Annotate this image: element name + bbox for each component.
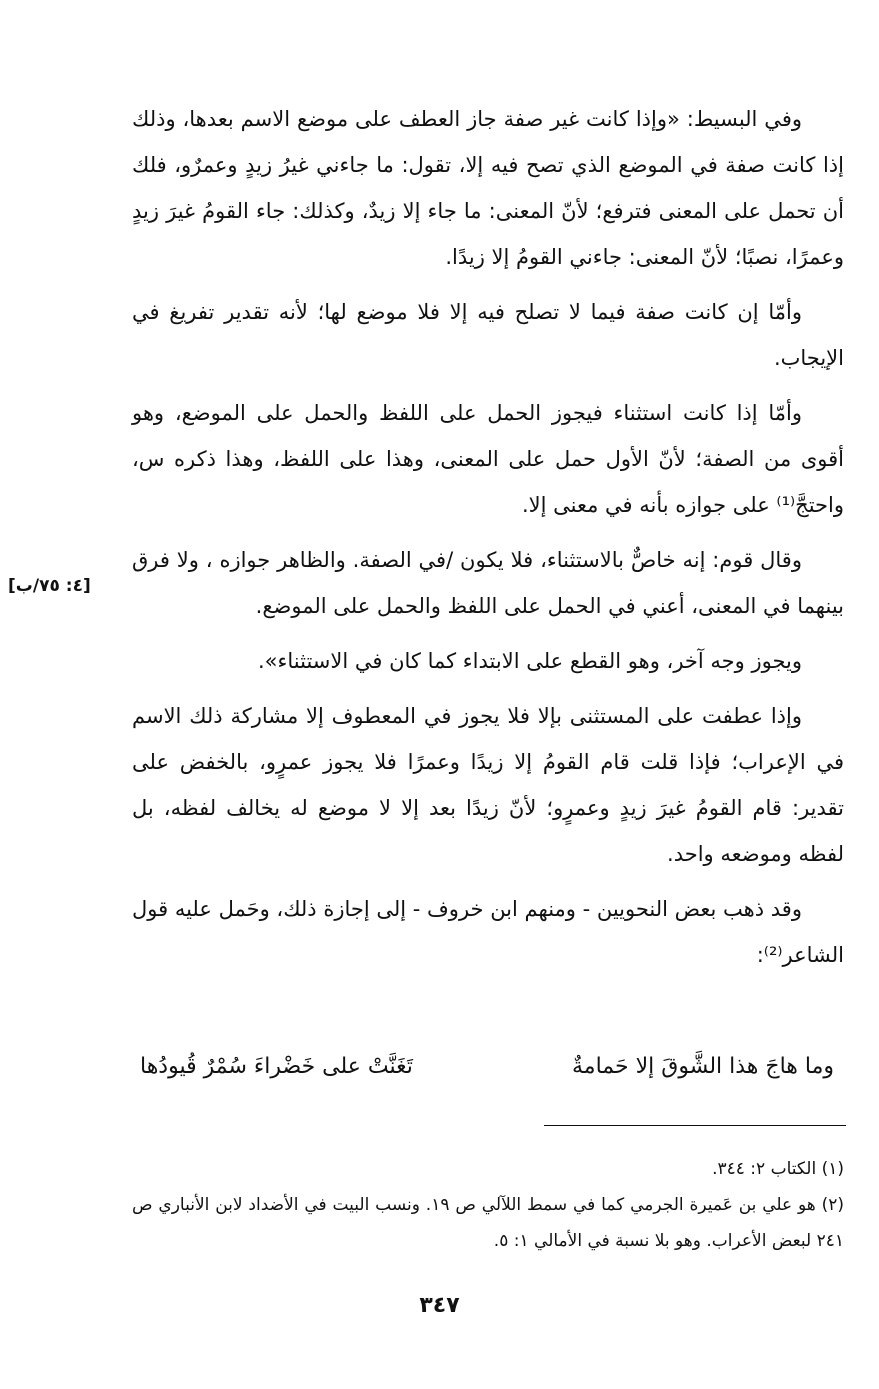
manuscript-folio-reference: [٤: ٧٥/ب] [8,576,91,596]
footnote-2: (٢) هو علي بن عَميرة الجرمي كما في سمط اللآلي ص ١٩. ونسب البيت في الأضداد لابن الأنباري ص ٢٤١ لبعض الأعراب. وهو بلا نسبة في الأمالي ١: ٥. [132,1195,844,1251]
footnote-separator [544,1125,846,1126]
main-text [132,96,844,987]
paragraph-2: وأمّا إن كانت صفة فيما لا تصلح فيه إلا فلا موضع لها؛ لأنه تقدير تفريغ في الإيجاب. [132,300,844,370]
paragraph-3: وأمّا إذا كانت استثناء فيجوز الحمل على اللفظ والحمل على الموضع، وهو أقوى من الصفة؛ لأنّ الأول حمل على المعنى، وهذا على اللفظ، وهذا ذكره س، واحتجَّ⁽¹⁾ على جوازه بأنه في معنى إلا. [132,401,844,517]
footnotes [132,1151,844,1259]
paragraph-4: وقال قوم: إنه خاصٌّ بالاستثناء، فلا يكون /في الصفة. والظاهر جوازه ، ولا فرق بينهما في المعنى، أعني في الحمل على اللفظ والحمل على الموضع. [132,548,844,618]
verse-first-hemistich: وما هاجَ هذا الشَّوقَ إلا حَمامةٌ [572,1054,834,1079]
verse-second-hemistich: تَغَنَّتْ على خَضْراءَ سُمْرٌ قُيودُها [140,1054,413,1079]
poetry-verse [132,1054,844,1104]
paragraph-5: ويجوز وجه آخر، وهو القطع على الابتداء كما كان في الاستثناء». [258,649,802,673]
paragraph-7: وقد ذهب بعض النحويين - ومنهم ابن خروف - إلى إجازة ذلك، وحَمل عليه قول الشاعر⁽²⁾: [132,897,844,967]
paragraph-6: وإذا عطفت على المستثنى بإلا فلا يجوز في المعطوف إلا مشاركة ذلك الاسم في الإعراب؛ فإذا قلت قام القومُ إلا زيدًا وعمرًا فلا يجوز عمرٍو، بالخفض على تقدير: قام القومُ غيرَ زيدٍ وعمرٍو؛ لأنّ زيدًا بعد إلا لا موضع له يخالف لفظه، بل لفظه وموضعه واحد. [132,704,844,866]
page-number: ٣٤٧ [419,1293,460,1318]
footnote-1: (١) الكتاب ٢: ٣٤٤. [712,1159,844,1179]
paragraph-1: وفي البسيط: «وإذا كانت غير صفة جاز العطف على موضع الاسم بعدها، وذلك إذا كانت صفة في الموضع الذي تصح فيه إلا، تقول: ما جاءني غيرُ زيدٍ وعمرٌو، فلك أن تحمل على المعنى فترفع؛ لأنّ المعنى: ما جاء إلا زيدٌ، وكذلك: جاء القومُ غيرَ زيدٍ وعمرًا، نصبًا؛ لأنّ المعنى: جاءني القومُ إلا زيدًا. [132,107,844,269]
